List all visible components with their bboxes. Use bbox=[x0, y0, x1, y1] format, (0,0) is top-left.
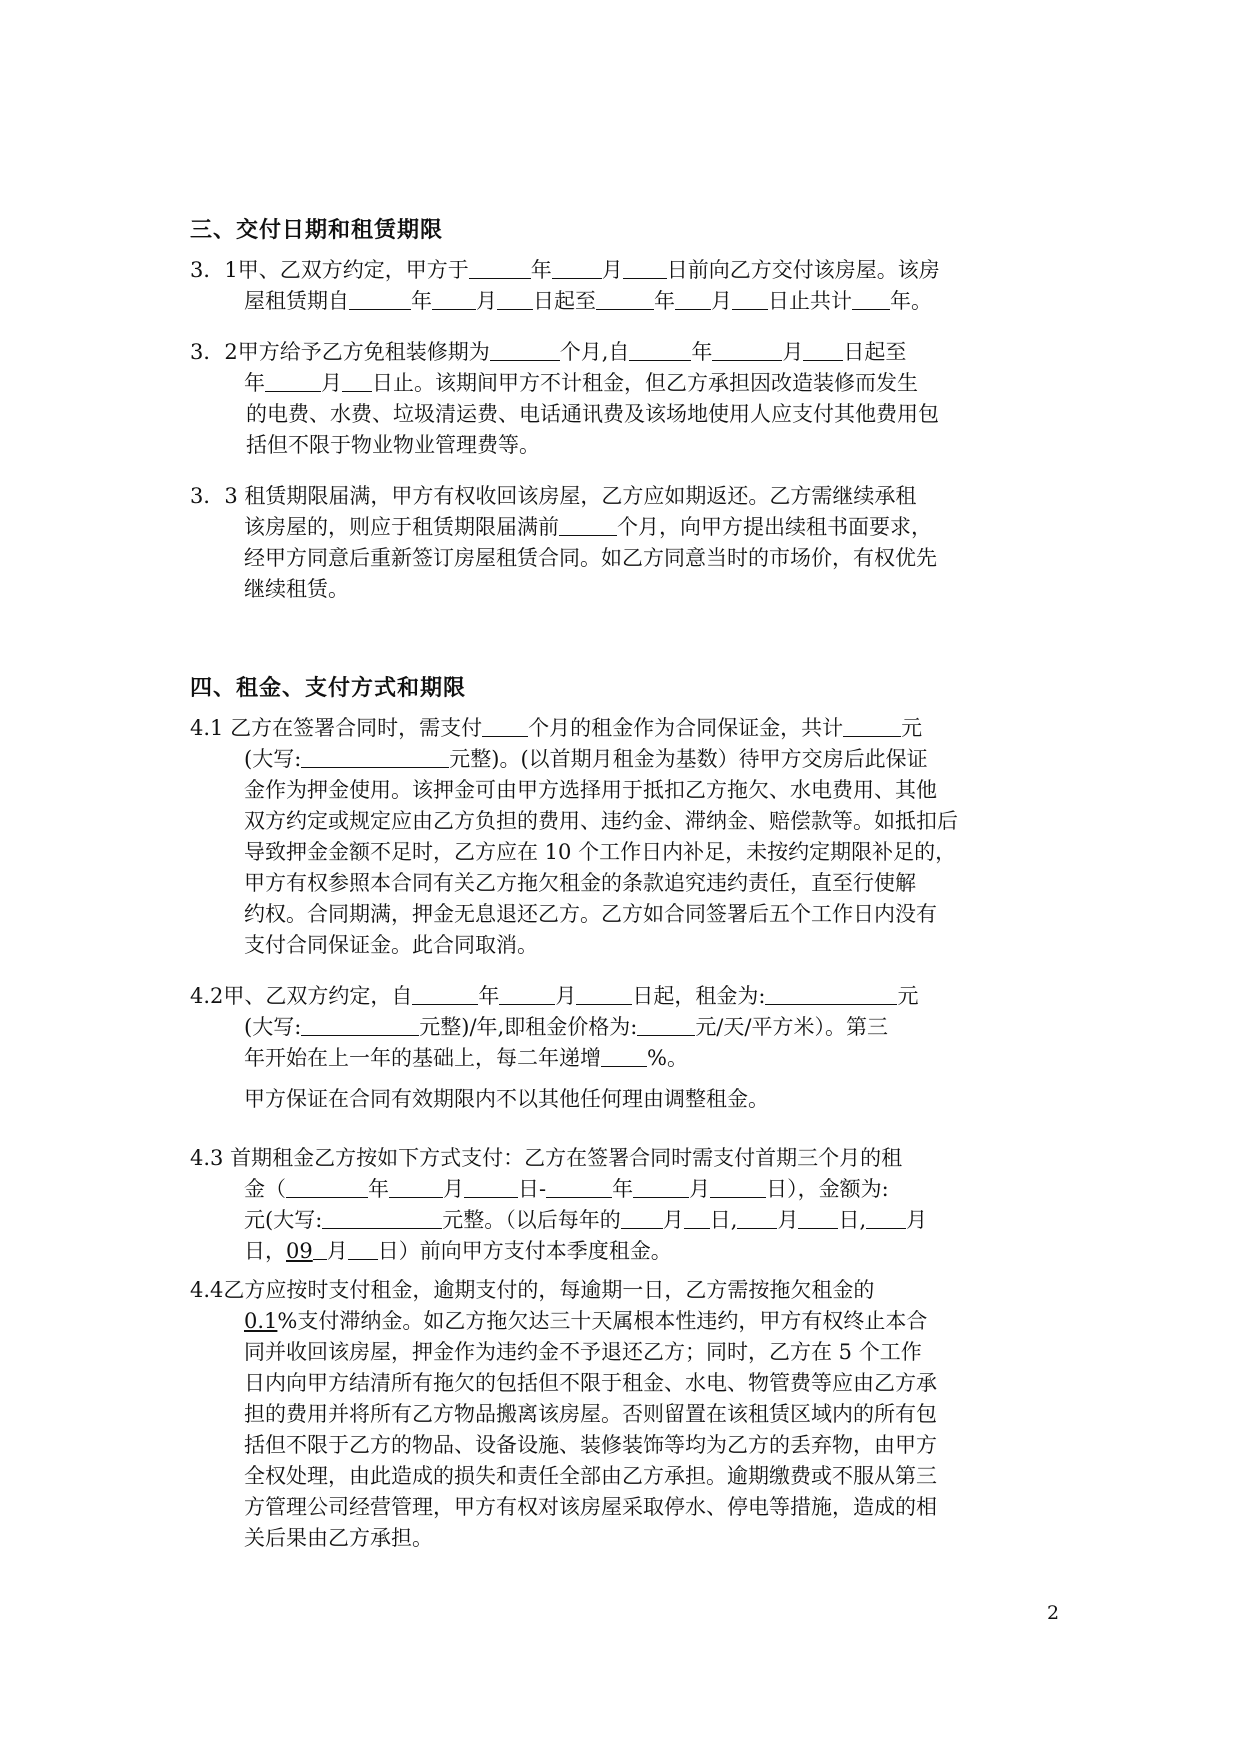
clause-line: 屋租赁期自 年 月 日起至 年 月 日止共计 年。 bbox=[244, 289, 932, 313]
clause-line: 年开始在上一年的基础上，每二年递增 %。 bbox=[244, 1046, 688, 1070]
clause-line: 同并收回该房屋，押金作为违约金不予退还乙方；同时，乙方在 5 个工作 bbox=[244, 1340, 922, 1364]
clause-3-3 bbox=[190, 481, 1060, 605]
clause-line: 约权。合同期满，押金无息退还乙方。乙方如合同签署后五个工作日内没有 bbox=[244, 902, 937, 926]
clause-line: 4.4乙方应按时支付租金，逾期支付的，每逾期一日，乙方需按拖欠租金的 bbox=[190, 1278, 875, 1302]
clause-line: 全权处理，由此造成的损失和责任全部由乙方承担。逾期缴费或不服从第三 bbox=[244, 1464, 937, 1488]
clause-line: 支付合同保证金。此合同取消。 bbox=[244, 933, 538, 957]
section-title-delivery-term: 三、交付日期和租赁期限 bbox=[190, 218, 444, 243]
clause-line: 4.3 首期租金乙方按如下方式支付：乙方在签署合同时需支付首期三个月的租 bbox=[190, 1146, 903, 1170]
clause-line: 金（ 年 月 日- 年 月 日），金额为: bbox=[244, 1177, 889, 1201]
clause-line: 3．3 租赁期限届满，甲方有权收回该房屋，乙方应如期返还。乙方需继续承租 bbox=[190, 484, 917, 508]
clause-line: 的电费、水费、垃圾清运费、电话通讯费及该场地使用人应支付其他费用包 bbox=[246, 402, 939, 426]
clause-line: 4.1 乙方在签署合同时，需支付 个月的租金作为合同保证金，共计 元 bbox=[190, 716, 923, 740]
clause-line: 括但不限于物业物业管理费等。 bbox=[246, 433, 540, 457]
clause-line: 导致押金金额不足时，乙方应在 10 个工作日内补足，未按约定期限补足的， bbox=[244, 840, 957, 864]
clause-line: 0.1%支付滞纳金。如乙方拖欠达三十天属根本性违约，甲方有权终止本合 bbox=[244, 1309, 928, 1333]
clause-line: 3．2甲方给予乙方免租装修期为 个月,自 年 月 日起至 bbox=[190, 340, 907, 364]
page-number: 2 bbox=[1047, 1602, 1060, 1624]
clause-line: 元(大写: 元整。（以后每年的 月 日, 月 日, 月 bbox=[244, 1208, 928, 1232]
clause-line: 括但不限于乙方的物品、设备设施、装修装饰等均为乙方的丢弃物，由甲方 bbox=[244, 1433, 937, 1457]
clause-line: 日，09 月 日）前向甲方支付本季度租金。 bbox=[244, 1239, 672, 1263]
clause-line: 该房屋的，则应于租赁期限届满前 个月，向甲方提出续租书面要求， bbox=[244, 515, 932, 539]
clause-line: 甲方保证在合同有效期限内不以其他任何理由调整租金。 bbox=[244, 1087, 769, 1111]
section-title-rent-payment: 四、租金、支付方式和期限 bbox=[190, 676, 467, 701]
clause-line: (大写: 元整)/年,即租金价格为: 元/天/平方米）。第三 bbox=[244, 1015, 888, 1039]
clause-3-1 bbox=[190, 255, 1060, 317]
clause-line: 3．1甲、乙双方约定，甲方于 年 月 日前向乙方交付该房屋。该房 bbox=[190, 258, 940, 282]
clause-line: 经甲方同意后重新签订房屋租赁合同。如乙方同意当时的市场价，有权优先 bbox=[244, 546, 937, 570]
clause-line: 关后果由乙方承担。 bbox=[244, 1526, 433, 1550]
clause-line: 双方约定或规定应由乙方负担的费用、违约金、滞纳金、赔偿款等。如抵扣后 bbox=[244, 809, 958, 833]
clause-line: 担的费用并将所有乙方物品搬离该房屋。否则留置在该租赁区域内的所有包 bbox=[244, 1402, 937, 1426]
clause-line: 年 月 日止。该期间甲方不计租金，但乙方承担因改造装修而发生 bbox=[244, 371, 918, 395]
clause-line: 4.2甲、乙双方约定，自 年 月 日起，租金为: 元 bbox=[190, 984, 919, 1008]
clause-line: 金作为押金使用。该押金可由甲方选择用于抵扣乙方拖欠、水电费用、其他 bbox=[244, 778, 937, 802]
clause-line: 继续租赁。 bbox=[244, 577, 349, 601]
clause-line: (大写: 元整)。(以首期月租金为基数）待甲方交房后此保证 bbox=[244, 747, 928, 771]
clause-line: 方管理公司经营管理，甲方有权对该房屋采取停水、停电等措施，造成的相 bbox=[244, 1495, 937, 1519]
clause-4-2 bbox=[190, 981, 1060, 1115]
clause-3-2 bbox=[190, 337, 1060, 461]
clause-line: 甲方有权参照本合同有关乙方拖欠租金的条款追究违约责任，直至行使解 bbox=[244, 871, 916, 895]
clause-4-1 bbox=[190, 713, 1060, 961]
clause-4-4 bbox=[190, 1275, 1060, 1554]
clause-line: 日内向甲方结清所有拖欠的包括但不限于租金、水电、物管费等应由乙方承 bbox=[244, 1371, 937, 1395]
clause-4-3 bbox=[190, 1143, 1060, 1267]
